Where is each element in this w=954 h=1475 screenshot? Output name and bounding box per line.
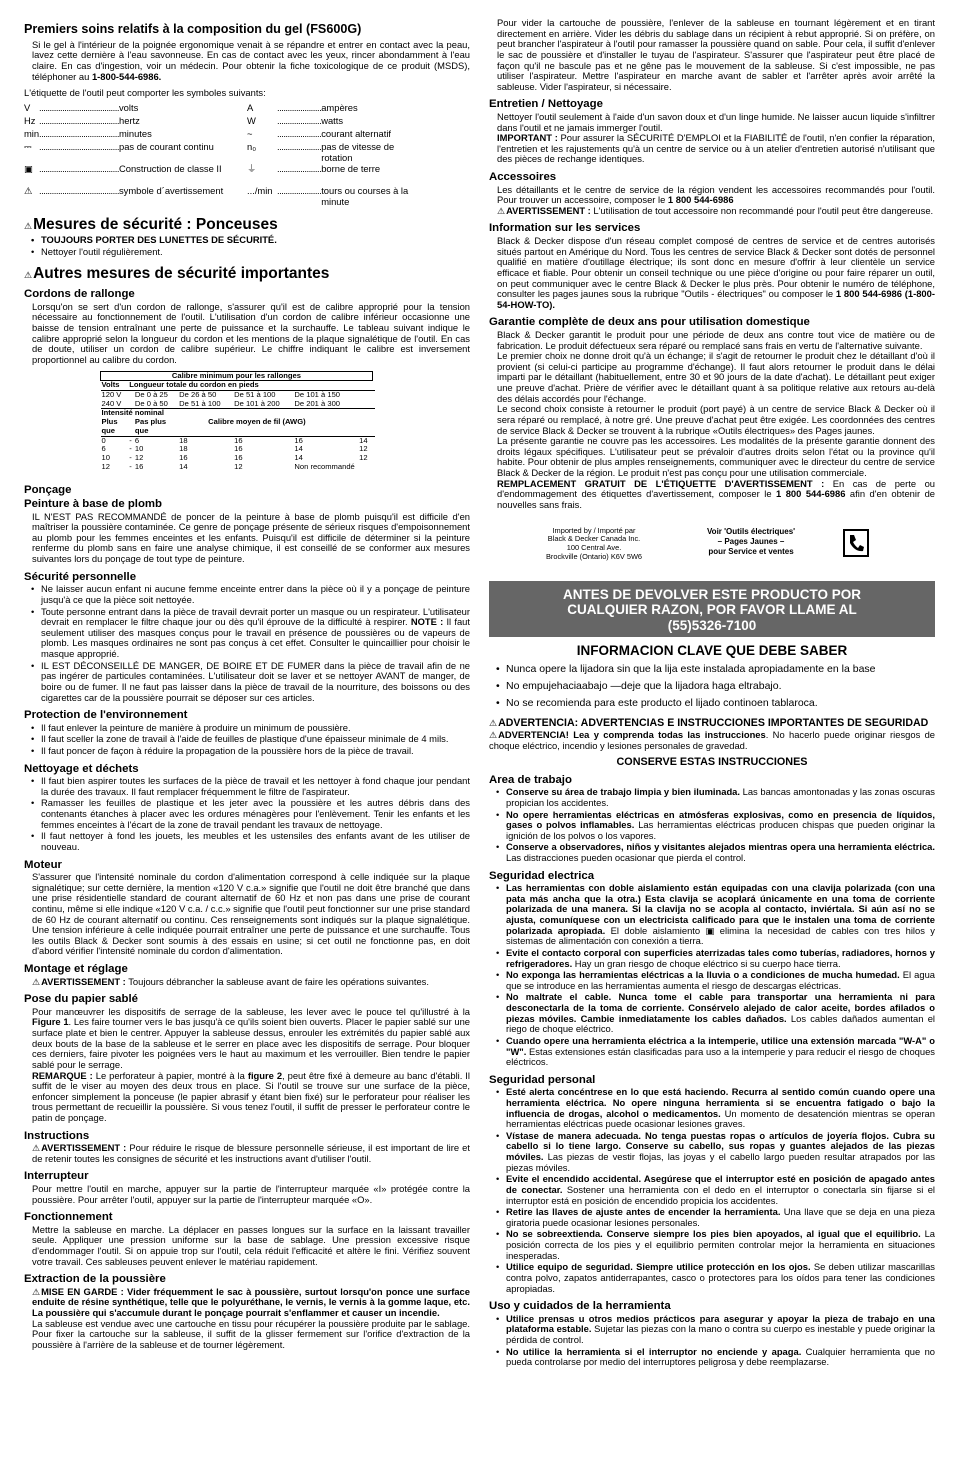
info-clave-title: INFORMACION CLAVE QUE DEBE SABER (576, 642, 848, 658)
list-item: • No exponga las herramientas eléctricas a la lluvia o a condiciones de mucha humedad. El agua que se introduce en las herramientas aumenta el riesgo de descargas eléctricas. (489, 970, 935, 991)
montage-text: ⚠AVERTISSEMENT : Toujours débrancher la sableuse avant de faire les opérations suivantes. (32, 975, 429, 987)
list-item: • Nettoyer l'outil régulièrement. (24, 247, 470, 258)
list-item: • Il faut bien aspirer toutes les surfaces de la pièce de travail et les nettoyer à fond chaque jour pendant la durée des travaux. Il faut remplacer fréquemment le filtre de l'aspirateur. (24, 776, 470, 797)
bold-text: NOTE : (410, 616, 444, 628)
symbol-key: W (247, 114, 256, 126)
symbol-key: n₀ (247, 140, 257, 152)
bold-text: No se sobreextienda. Conserve siempre los pies bien apoyados, al igual que el equilibrio. (506, 1228, 921, 1240)
garantie-p2: Le premier choix ne donne droit qu'à un échange; il s'agit de retourner le produit chez le détaillant d'où il provient (si celui-ci participe au programme d'échange). Il faut alors retourner le produit dans le délai imparti par le détaillant (habituellement, entre 30 et 90 jours de la date d'achat). Le détaillant peut exiger une preuve d'achat. Prière de vérifier avec le détaillant quant à sa politique relative aux retours au-delà des délais accordés pour l'échange. (497, 350, 935, 404)
cord-cell: 12 (359, 453, 368, 463)
uso-title: Uso y cuidados de la herramienta (489, 1300, 671, 1313)
inter-text: Pour mettre l'outil en marche, appuyer sur la partie de l'interrupteur marquée «I» protégée contre la poussière. Pour arrêter l'outil, appuyer sur la partie de l'interrupteur marquée «O». (32, 1182, 470, 1205)
list-item: • No se recomienda para este producto el lijado continoen tablaroca. (489, 698, 935, 710)
symbol-cell (24, 164, 247, 175)
gel-title: Premiers soins relatifs à la composition du gel (FS600G) (24, 22, 362, 36)
symbol-cell (24, 186, 247, 197)
cord-cell (358, 391, 372, 400)
gel-text: Si le gel à l'intérieur de la poignée ergonomique venait à se répandre et entrer en contact avec la peau, lavez cette dernière à l'eau savonneuse. En cas de contact avec les yeux, rincer abondamment à l'eau claire. En cas d'ingestion, voir un médecin. Pour obtenir la fiche toxicologique de ce produit (MSDS), téléphoner au 1-800-544-6986. (32, 38, 470, 82)
montage-title: Montage et réglage (24, 963, 128, 976)
cord-amp-head: Intensité nominal (101, 408, 164, 418)
text-line: – Pages Jaunes – (717, 536, 785, 546)
list-item: • Retire las llaves de ajuste antes de encender la herramienta. Una llave que se deja en una pieza giratoria puede ocasionar lesiones personales. (489, 1207, 935, 1228)
text-line: Black & Decker Canada Inc. (547, 534, 641, 544)
symbol-cell (24, 116, 247, 127)
moteur-text: S'assurer que l'intensité nominale du cordon d'alimentation correspond à celle indiquée sur la plaque signalétique; sur cette dernière, la mention «120 V c.a.» signifie que l'outil ne doit être branché que dans une prise résidentielle standard de courant alternatif de 60 Hz et non pas dans une prise de courant continu, même si elle indique «120 V c.a. / c.c.» signifie que l'outil peut fonctionner sur une prise standard de 60 Hz de courant alternatif ou continu. Ces renseignements sont indiqués sur la plaque signalétique. Une tension inférieure à celle indiquée pourrait entraîner une perte de puissance et une surchauffe. Tous les outils Black & Decker sont soumis à des essais en usine; si cet outil ne fonctionne pas, en doit d'abord vérifier l'intensité nominale du cordon d'alimentation. (32, 871, 470, 957)
extr-warning: ⚠MISE EN GARDE : Vider fréquemment le sac à poussière, surtout lorsqu'on ponce une surface enduite de résine synthétique, telle que le polyuréthane, le vernis, le vernis à la gomme laque, etc. La poussière qui s'accumule durant le ponçage pourrait s'enflammer et causer un incendie. (32, 1285, 470, 1319)
bold-text: Evite el encendido accidental. Asegúrese que el interruptor esté en posición de apagado antes de conectar. (506, 1173, 935, 1195)
cord-plus: Plus (101, 417, 118, 427)
uso-list (489, 1314, 935, 1368)
moteur-title: Moteur (24, 858, 62, 871)
cordons-title: Cordons de rallonge (24, 288, 135, 301)
symbol-cell (247, 116, 470, 127)
cord-volts: Volts (101, 380, 120, 390)
cord-row (101, 463, 376, 472)
symbol-row (24, 164, 470, 186)
secperso-title: Sécurité personnelle (24, 570, 137, 583)
symbol-dots: ..................... (277, 127, 322, 139)
cord-cell: De 0 à 50 (134, 398, 168, 408)
entretien-title: Entretien / Nettoyage (489, 98, 603, 111)
bold-text: Evite el contacto corporal con superficies aterrizadas tales como tuberías, radiadores, hornos y refrigeradores. (506, 946, 935, 969)
bold-text: No opere herramientas eléctricas en atmósferas explosivas, como en presencia de líquidos, gases o polvos inflamables. (506, 808, 935, 831)
list-item: • Cuando opere una herramienta eléctrica a la intemperie, utilice una extensión marcada "W-A" o "W". Estas extensiones están clasificadas para uso a la intemperie y para reducir el riesgo de choques eléctricos. (489, 1036, 935, 1068)
cord-cell: 12 (359, 444, 368, 454)
cord-cell: 16 (179, 453, 188, 463)
cord-cell: 12 (134, 453, 144, 463)
list-item: • No opere herramientas eléctricas en atmósferas explosivas, como en presencia de líquidos, gases o polvos inflamables. Las herramientas eléctricas producen chispas que pueden originar la ignición de los polvos o los vapores. (489, 810, 935, 842)
bold-text: Esté alerta concéntrese en lo que está haciendo. Recurra al sentido común cuando opere una herramienta eléctrica. No opere ninguna herramienta si se encuentra fatigado o bajo la influencia de drogas, alcohol o medicamentos. (506, 1086, 935, 1119)
cord-cell: De 0 à 25 (134, 390, 168, 400)
bold-text: No maltrate el cable. Nunca tome el cable para transportar una herramienta ni para desconectarla de la toma de corriente. Consérvelo alejado de calor aceite, bordes afilados o piezas móviles. Cambie inmediatamente los cables dañados. (506, 991, 935, 1024)
area-list (489, 787, 935, 863)
cord-awg-head: Calibre moyen de fil (AWG) (208, 417, 306, 427)
cord-cell: 16 (234, 453, 243, 463)
warning-icon: ⚠ (32, 1286, 41, 1297)
list-item: • Esté alerta concéntrese en lo que está haciendo. Recurra al sentido común cuando opere una herramienta eléctrica. No opere ninguna herramienta si se encuentra fatigado o bajo la influencia de drogas, alcohol o medicamentos. Un momento de desatención mientras se operan herramientas eléctricas puede ocasionar lesiones graves. (489, 1087, 935, 1130)
cord-cell: 10 (134, 444, 144, 454)
bold-text: Las herramientas con doble aislamiento están equipadas con una clavija polarizada (con una pata más ancha que la otra.) Esta clavija se acoplará únicamente en una toma de corriente polarizada de una manera. Si la clavija no se acopla al contacto, inviértala. Si aún así no se ajusta, comuníquese con un electricista calificado para que le instalen una toma de corriente polarizada apropiada. (506, 882, 935, 936)
symbol-value: symbole d´avertissement (118, 184, 224, 196)
cord-cell: 16 (234, 435, 243, 445)
conserve-title: CONSERVE ESTAS INSTRUCCIONES (616, 755, 808, 768)
symbol-row (24, 142, 470, 164)
symbol-dots: ...................................... (39, 101, 119, 113)
pose-title: Pose du papier sablé (24, 993, 138, 1006)
list-item: • Il faut sceller la zone de travail à l'aide de feuilles de plastique d'une épaisseur minimale de 4 mils. (24, 734, 470, 745)
cord-cell (372, 463, 375, 472)
cord-cell: 16 (234, 444, 243, 454)
symbol-key: ⏚ (247, 162, 257, 174)
warning-icon: ⚠ (24, 220, 33, 231)
warning-icon: ⚠ (489, 717, 498, 728)
symbol-value: Construction de classe II (118, 162, 222, 174)
text-line: ANTES DE DEVOLVER ESTE PRODUCTO POR (562, 587, 862, 603)
extr-text: La sableuse est vendue avec une cartouche en tissu pour récupérer la poussière produite par le sablage. Pour fixer la cartouche sur la sableuse, il suffit de la glisser fermement sur l'orifice d'extraction de la poussière à l'arrière de la sableuse et de tourner légèrement. (32, 1317, 470, 1350)
symbol-value: courant alternatif (321, 127, 392, 139)
list-item: • Utilice prensas u otros medios prácticos para asegurar y apoyar la pieza de trabajo en una plataforma estable. Sujetar las piezas con la mano o contra su cuerpo es inestable y puede originar la pérdida de control. (489, 1314, 935, 1346)
cord-cell: 14 (294, 453, 303, 463)
info-text: Black & Decker dispose d'un réseau complet composé de centres de service et de centres autorisés situés partout en Amérique du Nord. Tous les centres de service Black & Decker sont dotés de personnel qualifié en matière d'outillage électrique; ils sont donc en mesure d'offrir à leur clientèle un service efficace et fiable. Pour obtenir un conseil technique ou une pièce d'origine ou pour faire réparer un outil, on peut communiquer avec le centre Black & Decker le plus près. Pour obtenir le numéro de téléphone, consulter les pages jaunes sous la rubrique "Outils - électriques" ou composer le 1 800 544-6986 (1-800-54-HOW-TO). (497, 235, 935, 310)
cord-cell: 16 (294, 435, 303, 445)
garantie-p1: Black & Decker garantit le produit pour une période de deux ans contre tout vice de matière ou de fabrication. Le produit défectueux sera réparé ou remplacé sans frais en vertu de l'alternative suivante. (497, 328, 935, 351)
symbol-dots: ...................................... (39, 184, 119, 196)
symbol-dots: ...................................... (39, 162, 119, 174)
symbols-table (24, 103, 470, 208)
list-item: • Il faut enlever la peinture de manière à produire un minimum de poussière. (24, 723, 470, 734)
garantie-p3: Le second choix consiste à retourner le produit (port payé) à un centre de service Black & Decker où il sera réparé ou remplacé, à notre gré. Une preuve d'achat peut être exigée. Les coordonnées des centres de service Black & Decker se trouvent à la rubrique «Outils électriques» des Pages jaunes. (497, 403, 935, 436)
symbol-cell (247, 129, 470, 140)
symbol-value: minutes (118, 127, 152, 139)
adv2-text: ⚠ADVERTENCIA! Lea y comprenda todas las instrucciones. No hacerlo puede originar riesgos de choque eléctrico, incendio y lesiones personales de gravedad. (489, 729, 935, 751)
autres-title: ⚠Autres mesures de sécurité importantes (24, 265, 330, 283)
plomb-text: IL N'EST PAS RECOMMANDÉ de poncer de la peinture à base de plomb puisqu'il est difficile d'en maîtriser la poussière contaminée. Ce genre de ponçage présente de sérieux risques d'empoisonnement au plomb pour les femmes enceintes et les enfants. Puisqu'il est difficile de déterminer si la peinture renferme du plomb sans en faire une analyse chimique, il est conseillé de se conformer aux mesures suivantes lors du ponçage de tout type de peinture. (32, 510, 470, 565)
bold-text: Conserve a observadores, niños y visitantes alejados mientras opera una herramienta eléctrica. (506, 841, 935, 853)
symbol-dots: ...................................... (39, 140, 119, 152)
list-item: • No utilice la herramienta si el interruptor no enciende y apaga. Cualquier herramienta que no pueda controlarse por medio del interruptores peligrosa y debe reemplazarse. (489, 1347, 935, 1368)
symbol-cell (247, 164, 470, 175)
list-item: • Ramasser les feuilles de plastique et les jeter avec la poussière et les autres débris dans des contenants étanches à placer avec les ordures ménagères pour l'enlèvement. Tenir les enfants et les femmes enceintes à l'écart de la zone de travail pendant les travaux de nettoyage. (24, 798, 470, 830)
cord-cell: 16 (134, 461, 144, 471)
symbol-dots: ..................... (277, 140, 322, 152)
cord-table (100, 371, 375, 472)
symbol-cell (24, 142, 247, 153)
cord-cell: 0 (101, 435, 106, 445)
symbol-value: pas de vitesse de rotation (321, 140, 395, 163)
warning-icon: ⚠ (24, 270, 33, 281)
instr-title: Instructions (24, 1129, 90, 1142)
cord-cell: 18 (179, 444, 188, 454)
list-item: • Vístase de manera adecuada. No tenga puestas ropas o artículos de joyería flojos. Cubra su cabello si lo tiene largo. Conserve su cabello, sus ropas y guantes alejados de las piezas móviles. Las piezas de vestir flojas, las joyas y el cabello largo pueden resultar atrapados por las piezas móviles. (489, 1131, 935, 1174)
symbol-key: ▣ (24, 162, 33, 174)
list-item: • Toute personne entrant dans la pièce de travail devrait porter un masque ou un respirateur. L'utilisateur devrait en remplacer le filtre chaque jour ou dès qu'il éprouve de la difficulté à respirer. NOTE : Il faut seulement utiliser des masques conçus pour le travail en présence de poussières ou de vapeurs de plomb. Les masques ordinaires ne sont pas conçus à cet effet. Consulter le quincaillier pour choisir le masque approprié. (24, 607, 470, 660)
list-item: • Evite el contacto corporal con superficies aterrizadas tales como tuberías, radiadores, hornos y refrigeradores. Hay un gran riesgo de choque eléctrico si su cuerpo hace tierra. (489, 948, 935, 969)
cord-cell: 6 (134, 435, 140, 445)
area-title: Area de trabajo (489, 773, 572, 786)
symbol-key: Hz (24, 114, 36, 126)
bold-text: Vístase de manera adecuada. No tenga puestas ropas o artículos de joyería flojos. Cubra su cabello si lo tiene largo. Conserve su cabello, sus ropas y guantes alejados de las piezas móviles. (506, 1129, 935, 1163)
cord-cell: - (129, 461, 132, 471)
cord-que: que (101, 425, 116, 435)
text-line: (55)5326-7100 (667, 617, 757, 633)
acc-text: Les détaillants et le centre de service de la région vendent les accessoires recommandés pour l'outil. Pour trouver un accessoire, composer le 1 800 544-6986 ⚠AVERTISSEMENT : L'utilisation de tout accessoire non recommandé pour l'outil peut être dangereuse. (497, 183, 935, 216)
cord-cell: 14 (359, 435, 368, 445)
cord-cell: De 101 à 150 (294, 390, 341, 400)
symbol-row (24, 186, 470, 208)
importer-address (529, 527, 659, 563)
list-item: • Las herramientas con doble aislamiento están equipadas con una clavija polarizada (con una pata más ancha que la otra.) Esta clavija se acoplará únicamente en una toma de corriente polarizada de una manera. Si la clavija no se acopla al contacto, inviértala. Si aún así no se ajusta, comuníquese con un electricista calificado para que le instalen una toma de corriente polarizada apropiada. El doble aislamiento ▣ elimina la necesidad de cables con tres hilos y sistemas de alimentación con conexión a tierra. (489, 883, 935, 947)
bold-text: Conserve su área de trabajo limpia y bien iluminada. (506, 786, 741, 798)
cord-cell: De 51 à 100 (234, 390, 276, 400)
symbol-dots: ..................... (277, 162, 322, 174)
symbol-cell (24, 129, 247, 140)
text-line: pour Service et ventes (708, 546, 794, 556)
fonc-title: Fonctionnement (24, 1211, 113, 1224)
list-item: • Ne laisser aucun enfant ni aucune femme enceinte entrer dans la pièce où il y a ponçage de peinture jusqu'à ce que la pièce soit nettoyée. (24, 584, 470, 605)
list-item: • No maltrate el cable. Nunca tome el cable para transportar una herramienta ni para desconectarla de la toma de corriente. Consérvelo alejado de calor aceite, bordes afilados o piezas móviles. Cambie inmediatamente los cables dañados. Los cables dañados aumentan el riego de choque eléctrico. (489, 992, 935, 1035)
elec-title: Seguridad electrica (489, 869, 595, 882)
symbol-key: ⎓ (24, 140, 32, 152)
cord-cell (358, 400, 372, 409)
bold-text: Utilice prensas u otros medios prácticos para asegurar y apoyar la pieza de trabajo en una plataforma estable. (506, 1312, 935, 1335)
list-item: • Conserve a observadores, niños y visitantes alejados mientras opera una herramienta eléctrica. Las distracciones pueden ocasionar que pierda el control. (489, 842, 935, 863)
symbol-dots: ..................... (277, 101, 322, 113)
garantie-p4: La présente garantie ne couvre pas les accessoires. Les modalités de la présente garantie donnent des droits légaux spécifiques. L'utilisateur peut se prévaloir d'autres droits selon l'état ou la province qu'il habite. Pour obtenir de plus amples renseignements, communiquer avec le directeur du centre de service Black & Decker de la région. Le produit n'est pas conçu pour une utilisation commerciale. (497, 435, 935, 479)
cord-cell: 12 (234, 461, 243, 471)
symbol-key: ~ (247, 127, 253, 139)
symbol-cell (24, 103, 247, 114)
text-line: 100 Central Ave. (566, 543, 622, 553)
symbol-value: hertz (118, 114, 140, 126)
net-list (24, 776, 470, 852)
right-column (489, 18, 935, 1466)
list-item: • Utilice equipo de seguridad. Siempre utilice protección en los ojos. Se deben utilizar mascarillas contra polvo, zapatos antiderrapantes, casco o protectores para los oídos para tener las condiciones apropiadas. (489, 1262, 935, 1294)
info-clave-list (489, 664, 935, 710)
cord-cell: 10 (101, 453, 110, 463)
return-banner (489, 581, 935, 637)
info-title: Information sur les services (489, 222, 641, 235)
cord-cell: - (129, 444, 132, 454)
symbol-cell (247, 103, 470, 114)
remplacement-text: REMPLACEMENT GRATUIT DE L'ÉTIQUETTE D'AVERTISSEMENT : En cas de perte ou d'endommagement des étiquettes d'avertissement, composer le 1 800 544-6986 afin d'en obtenir de nouvelles sans frais. (497, 477, 935, 510)
cord-cell: 14 (294, 444, 303, 454)
text-line: Imported by / Importé par (552, 525, 636, 535)
pers-title: Seguridad personal (489, 1073, 596, 1086)
secperso-list (24, 584, 470, 703)
list-item: • TOUJOURS PORTER DES LUNETTES DE SÉCURITÉ. (24, 235, 470, 246)
net-title: Nettoyage et déchets (24, 762, 139, 775)
cord-cell: De 201 à 300 (294, 398, 341, 408)
symbol-dots: ...................................... (39, 114, 119, 126)
cord-cell: 12 (101, 461, 110, 471)
symbol-key: .../min (247, 184, 273, 196)
cord-cell: 240 V (101, 398, 122, 408)
poncage-title: Ponçage (24, 483, 72, 496)
text-line: Voir 'Outils électriques' (706, 526, 796, 536)
entretien-text: Nettoyer l'outil seulement à l'aide d'un savon doux et d'un linge humide. Ne laisser aucun liquide s'infiltrer dans l'outil et ne jamais immerger l'outil. IMPORTANT : Pour assurer la SÉCURITÉ D'EMPLOI et la FIABILITÉ de l'outil, n'en confier la réparation, l'entretien et les rajustements qu'à un centre de service ou à un atelier d'entretien autorisé n'utilisant que des pièces de rechange identiques. (497, 110, 935, 165)
list-item: • Il faut nettoyer à fond les jouets, les meubles et les ustensiles des enfants avant de les utiliser de nouveau. (24, 831, 470, 852)
acc-title: Accessoires (489, 171, 557, 184)
warning-icon: ⚠ (489, 730, 498, 741)
env-title: Protection de l'environnement (24, 709, 188, 722)
cord-cell: 6 (101, 444, 106, 454)
cord-cell: 18 (179, 435, 188, 445)
warning-icon: ⚠ (497, 205, 506, 216)
cordons-text: Lorsqu'on se sert d'un cordon de rallonge, s'assurer qu'il est de calibre approprié pour la tension nécessaire au fonctionnement de l'outil. L'utilisation d'un cordon de calibre inférieur occasionne une baisse de tension entraînant une perte de puissance et la surchauffe. Le tableau suivant indique le calibre approprié selon la longueur du cordon et les mentions de la plaque signalétique de l'outil. En cas de doute, utiliser un cordon de calibre supérieur. Le chiffre indiquant le calibre est inversement proportionnel au calibre du cordon. (32, 300, 470, 365)
extr-title: Extraction de la poussière (24, 1273, 166, 1286)
symbol-value: borne de terre (321, 162, 381, 174)
list-item: • Conserve su área de trabajo limpia y bien iluminada. Las bancas amontonadas y las zonas oscuras propician los accidentes. (489, 787, 935, 808)
cord-head: Calibre minimum pour les rallonges (101, 371, 373, 381)
symbol-dots: ..................... (277, 114, 322, 126)
symbol-dots: ..................... (277, 184, 322, 196)
vider-text: Pour vider la cartouche de poussière, l'enlever de la sableuse en tournant légèrement et en tirant directement en arrière. Vider les débris du sablage dans un récipient à rebut approprié. Si on préfère, on peut brancher l'aspirateur à l'outil pour ramasser la poussière quand on sable. Pour cela, il suffit d'enlever le sac de poussière et d'installer le tuyau de l'aspirateur. S'assurer que l'aspirateur peut être placé de façon qu'il ne bascule pas et ne gêne pas le mouvement de la sableuse. Si c'est impossible, ne pas utiliser l'aspirateur. Mettre l'aspirateur en marche avant de sabler et l'arrêter après avoir arrêté la sableuse. Vider l'aspirateur, si nécessaire. (497, 18, 935, 92)
bold-text: Cuando opere una herramienta eléctrica a la intemperie, utilice una extensión marcada "W-A" o "W". (506, 1034, 935, 1057)
symbol-value: volts (118, 101, 139, 113)
cord-cell: 14 (179, 461, 188, 471)
list-item: • Il faut poncer de façon à réduire la propagation de la poussière hors de la pièce de travail. (24, 746, 470, 757)
symbol-value: ampères (321, 101, 358, 113)
list-item: • IL EST DÉCONSEILLÉ DE MANGER, DE BOIRE ET DE FUMER dans la pièce de travail afin de ne pas ingérer de particules contaminées. L'utilisateur doit se laver et se nettoyer AVANT de manger, de boire ou de fumer. Il ne faut pas laisser dans la pièce de travail de la nourriture, des boissons ou des cigarettes car de la poussière pourrait se déposer sur ces articles. (24, 661, 470, 704)
left-column (24, 18, 470, 1466)
cord-pasplus: Pas plus (134, 417, 167, 427)
cord-cell: De 101 à 200 (234, 398, 280, 408)
list-item: • No se sobreextienda. Conserve siempre los pies bien apoyados, al igual que el equilibrio. La posición correcta de los pies y el equilibrio permiten controlar mejor la herramienta en situaciones inesperadas. (489, 1229, 935, 1261)
ponceuses-list (24, 235, 470, 257)
symbols-intro: L'étiquette de l'outil peut comporter les symboles suivants: (24, 87, 266, 99)
list-item: • Evite el encendido accidental. Asegúrese que el interruptor esté en posición de apagado antes de conectar. Sostener una herramienta con el dedo en el interruptor o conectarla sin fijarse si el interruptor está en posición de encendido propicia los accidentes. (489, 1174, 935, 1206)
adv-title: ⚠ADVERTENCIA: ADVERTENCIAS E INSTRUCCIONES IMPORTANTES DE SEGURIDAD (489, 716, 929, 729)
pers-list (489, 1087, 935, 1294)
cord-que: que (134, 425, 149, 435)
symbol-value: pas de courant continu (118, 140, 214, 152)
warning-icon: ⚠ (32, 1143, 41, 1154)
bold-text: Retire las llaves de ajuste antes de encender la herramienta. (506, 1206, 781, 1218)
symbol-dots: ...................................... (39, 127, 119, 139)
pose-text: Pour manœuvrer les dispositifs de serrage de la sableuse, les lever avec le pouce tel qu'illustré à la Figure 1. Les faire tourner vers le bas jusqu'à ce qu'ils soient bien ouverts. Placer le papier sablé sur une surface plate et bien le centrer. Appuyer la sableuse dessus, enrouler les extrémités du papier sablé aux deux bouts de la base de la sableuse et le serrer en place avec les dispositifs de serrage. Pour bloquer ces derniers, faire pivoter les poignées vers le haut au maximum et les verrouiller. Bien tendre le papier sablé pour le serrage. REMARQUE : Le perforateur à papier, montré à la figure 2, peut être fixé à demeure au banc d'établi. Il suffit de le viser au moyen des deux trous en place. Si l'outil se trouve sur une surface de la pièce, enfoncer simplement la ponceuse (le papier abrasif y étant bien fixé) sur le perforateur pour réaliser les trous permettant de recueillir la poussière. Si vous tenez l'outil, il suffit de presser le perforateur contre le patin de ponçage. (32, 1005, 470, 1124)
symbol-key: V (24, 101, 31, 113)
env-list (24, 723, 470, 757)
garantie-title: Garantie complète de deux ans pour utilisation domestique (489, 316, 810, 329)
ponceuses-title: ⚠Mesures de sécurité : Ponceuses (24, 215, 278, 233)
symbol-cell (247, 186, 470, 207)
yellow-pages-logo-icon (843, 529, 869, 557)
symbol-key: min (24, 127, 40, 139)
symbol-cell (247, 142, 470, 163)
cord-length-head: Longueur totale du cordon en pieds (129, 380, 259, 390)
symbol-key: ⚠ (24, 184, 33, 196)
fonc-text: Mettre la sableuse en marche. La déplacer en passes longues sur la surface en la laissant travailler seule. Appliquer une pression uniforme sur la base de sablage. Une pression excessive risque d'endommager l'outil. Si on appuie trop sur l'outil, cela réduit l'efficacité et altère le fini. Vérifiez souvent votre travail. Ces sableuses peuvent enlever le matériau rapidement. (32, 1223, 470, 1267)
list-item: • Nunca opere la lijadora sin que la lija este instalada apropiadamente en la base (489, 664, 935, 676)
cord-cell: - (129, 435, 132, 445)
bold-text: No exponga las herramientas eléctricas a la lluvia o a condiciones de mucha humedad. (506, 969, 900, 981)
yellow-pages-note (696, 527, 806, 557)
instr-text: ⚠AVERTISSEMENT : Pour réduire le risque de blessure personnelle sérieuse, il est important de lire et de retenir toutes les consignes de sécurité et les instructions avant d'utiliser l'outil. (32, 1142, 470, 1164)
text-line: CUALQUIER RAZON, POR FAVOR LLAME AL (567, 602, 857, 618)
text-line: Brockville (Ontario) K6V 5W6 (545, 552, 643, 562)
symbol-key: A (247, 101, 254, 113)
list-item: • No empujehaciaabajo —deje que la lijadora haga eltrabajo. (489, 681, 935, 693)
cord-cell: 120 V (101, 390, 122, 400)
elec-list (489, 883, 935, 1068)
inter-title: Interrupteur (24, 1170, 89, 1183)
symbol-value: tours ou courses à la minute (321, 184, 409, 207)
cord-cell: De 51 à 100 (179, 398, 221, 408)
plomb-title: Peinture à base de plomb (24, 498, 162, 511)
warning-icon: ⚠ (32, 976, 41, 987)
bold-text: No utilice la herramienta si el interruptor no enciende y apaga. (506, 1345, 802, 1357)
symbol-value: watts (321, 114, 344, 126)
importer-block (529, 527, 869, 563)
bold-text: Utilice equipo de seguridad. Siempre utilice protección en los ojos. (506, 1261, 811, 1273)
cord-cell: De 26 à 50 (179, 390, 217, 400)
cord-cell: - (129, 453, 132, 463)
cord-cell: Non recommandé (294, 461, 355, 471)
